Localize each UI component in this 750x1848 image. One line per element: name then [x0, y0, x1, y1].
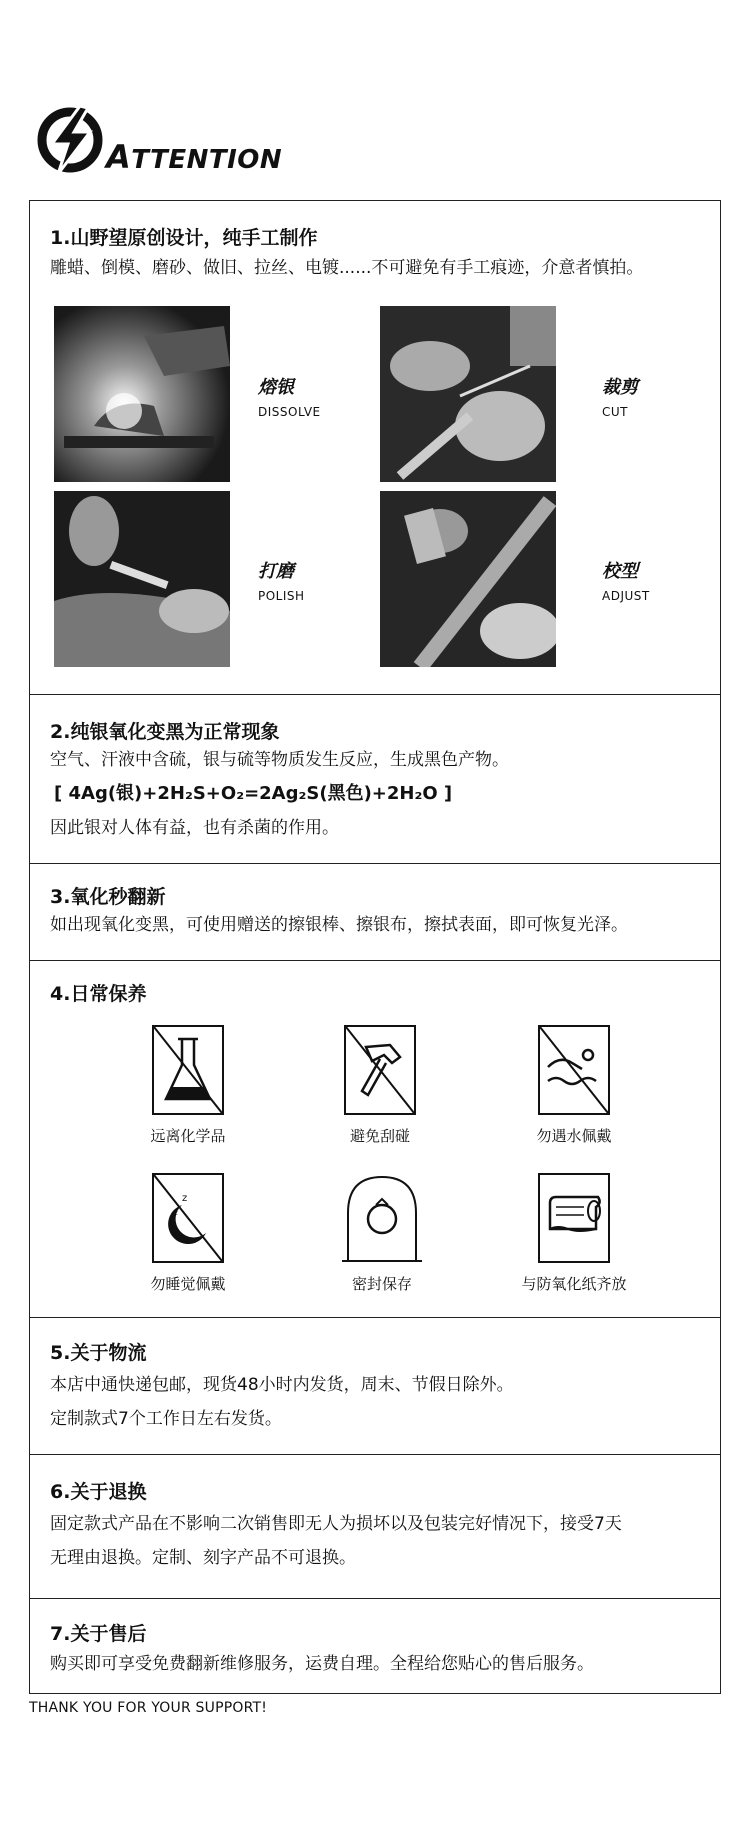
caption-adjust: 校型 ADJUST: [602, 561, 650, 603]
attention-logo: [36, 104, 316, 184]
section-title: 3.氧化秒翻新: [50, 886, 166, 908]
section-desc: 购买即可享受免费翻新维修服务，运费自理。全程给您贴心的售后服务。: [50, 1654, 594, 1674]
section-title: 5.关于物流: [50, 1342, 147, 1364]
section-line: 固定款式产品在不影响二次销售即无人为损坏以及包装完好情况下，接受7天: [50, 1514, 622, 1534]
section-oxidation: [30, 695, 720, 864]
care-label: 与防氧化纸齐放: [521, 1275, 627, 1293]
caption-dissolve: 熔银 DISSOLVE: [258, 377, 321, 419]
photo-adjust: [380, 491, 556, 667]
section-desc: 如出现氧化变黑，可使用赠送的擦银棒、擦银布，擦拭表面，即可恢复光泽。: [50, 915, 628, 935]
thanks-footer: THANK YOU FOR YOUR SUPPORT!: [29, 1700, 268, 1716]
section-line: 因此银对人体有益，也有杀菌的作用。: [50, 818, 339, 838]
care-label: 远离化学品: [150, 1127, 226, 1145]
section-title: 4.日常保养: [50, 983, 147, 1005]
lightning-bolt-icon: [36, 104, 106, 176]
section-title: 2.纯银氧化变黑为正常现象: [50, 721, 280, 743]
sealed-bag-icon: [342, 1173, 422, 1263]
section-desc: 雕蜡、倒模、磨砂、做旧、拉丝、电镀......不可避免有手工痕迹，介意者慎拍。: [50, 258, 644, 278]
svg-text:z: z: [174, 1209, 178, 1217]
care-label: 勿遇水佩戴: [536, 1127, 612, 1145]
section-shipping: [30, 1318, 720, 1455]
caption-cut: 裁剪 CUT: [602, 377, 638, 419]
photo-dissolve: [54, 306, 230, 482]
section-renew: [30, 864, 720, 961]
sleep-moon-icon: [152, 1173, 224, 1263]
care-label: 勿睡觉佩戴: [150, 1275, 226, 1293]
logo-wordmark: ATTENTION: [106, 138, 283, 176]
section-title: 1.山野望原创设计，纯手工制作: [50, 227, 318, 249]
photo-cut: [380, 306, 556, 482]
chemical-formula: [ 4Ag(银)+2H₂S+O₂=2Ag₂S(黑色)+2H₂O ]: [54, 783, 453, 804]
notice-frame: [29, 200, 721, 1694]
photo-polish: [54, 491, 230, 667]
swimming-icon: [538, 1025, 610, 1115]
caption-polish: 打磨 POLISH: [258, 561, 305, 603]
svg-text:z: z: [182, 1193, 188, 1204]
section-aftersales: [30, 1599, 720, 1693]
section-line: 定制款式7个工作日左右发货。: [50, 1409, 282, 1429]
care-label: 密封保存: [351, 1275, 412, 1293]
section-care: [30, 961, 720, 1318]
section-title: 7.关于售后: [50, 1623, 147, 1645]
care-label: 避免刮碰: [349, 1127, 410, 1145]
section-line: 本店中通快递包邮，现货48小时内发货，周末、节假日除外。: [50, 1375, 514, 1395]
section-handmade: [30, 201, 720, 695]
section-line: 空气、汗液中含硫，银与硫等物质发生反应，生成黑色产物。: [50, 750, 509, 770]
section-line: 无理由退换。定制、刻字产品不可退换。: [50, 1548, 356, 1568]
hammer-icon: [344, 1025, 416, 1115]
section-returns: [30, 1455, 720, 1599]
section-title: 6.关于退换: [50, 1481, 147, 1503]
chemical-flask-icon: [152, 1025, 224, 1115]
paper-roll-icon: [538, 1173, 610, 1263]
